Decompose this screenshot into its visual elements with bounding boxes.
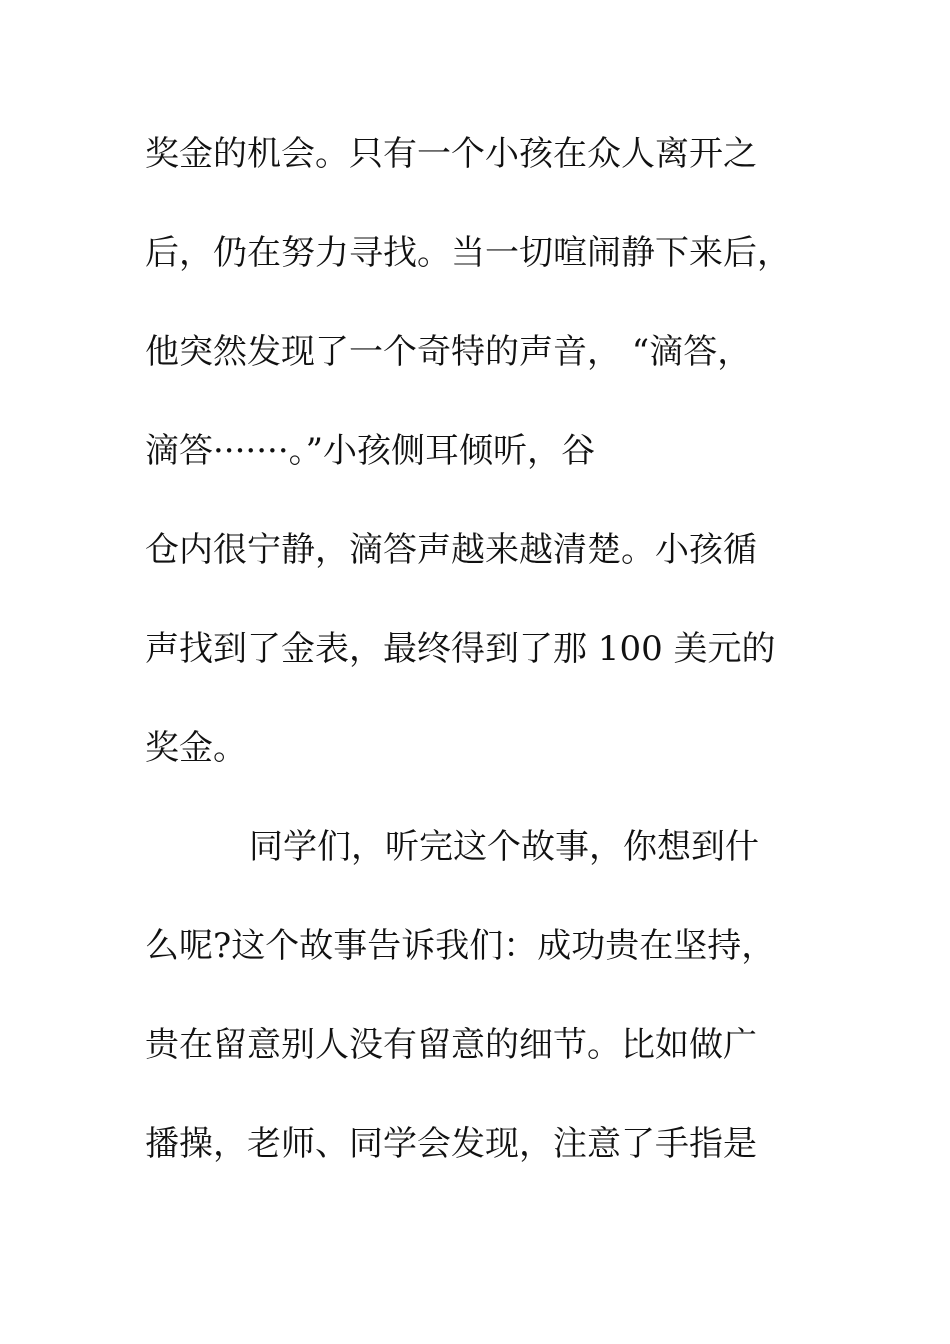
paragraph-start-line: 同学们，听完这个故事，你想到什	[249, 827, 759, 867]
text-line: 仓内很宁静，滴答声越来越清楚。小孩循	[145, 530, 757, 570]
text-line: 声找到了金表，最终得到了那 100 美元的	[145, 629, 776, 669]
text-line: 么呢?这个故事告诉我们：成功贵在坚持，	[145, 926, 776, 966]
text-line: 奖金。	[145, 728, 247, 768]
text-line: 他突然发现了一个奇特的声音， “滴答，	[145, 332, 752, 372]
text-line: 滴答·······。”小孩侧耳倾听，谷	[145, 431, 596, 471]
text-line: 播操，老师、同学会发现，注意了手指是	[145, 1124, 757, 1164]
body-text	[145, 118, 805, 1207]
text-line: 奖金的机会。只有一个小孩在众人离开之	[145, 134, 757, 174]
text-line: 后，仍在努力寻找。当一切喧闹静下来后，	[145, 233, 791, 273]
text-line: 贵在留意别人没有留意的细节。比如做广	[145, 1025, 757, 1065]
